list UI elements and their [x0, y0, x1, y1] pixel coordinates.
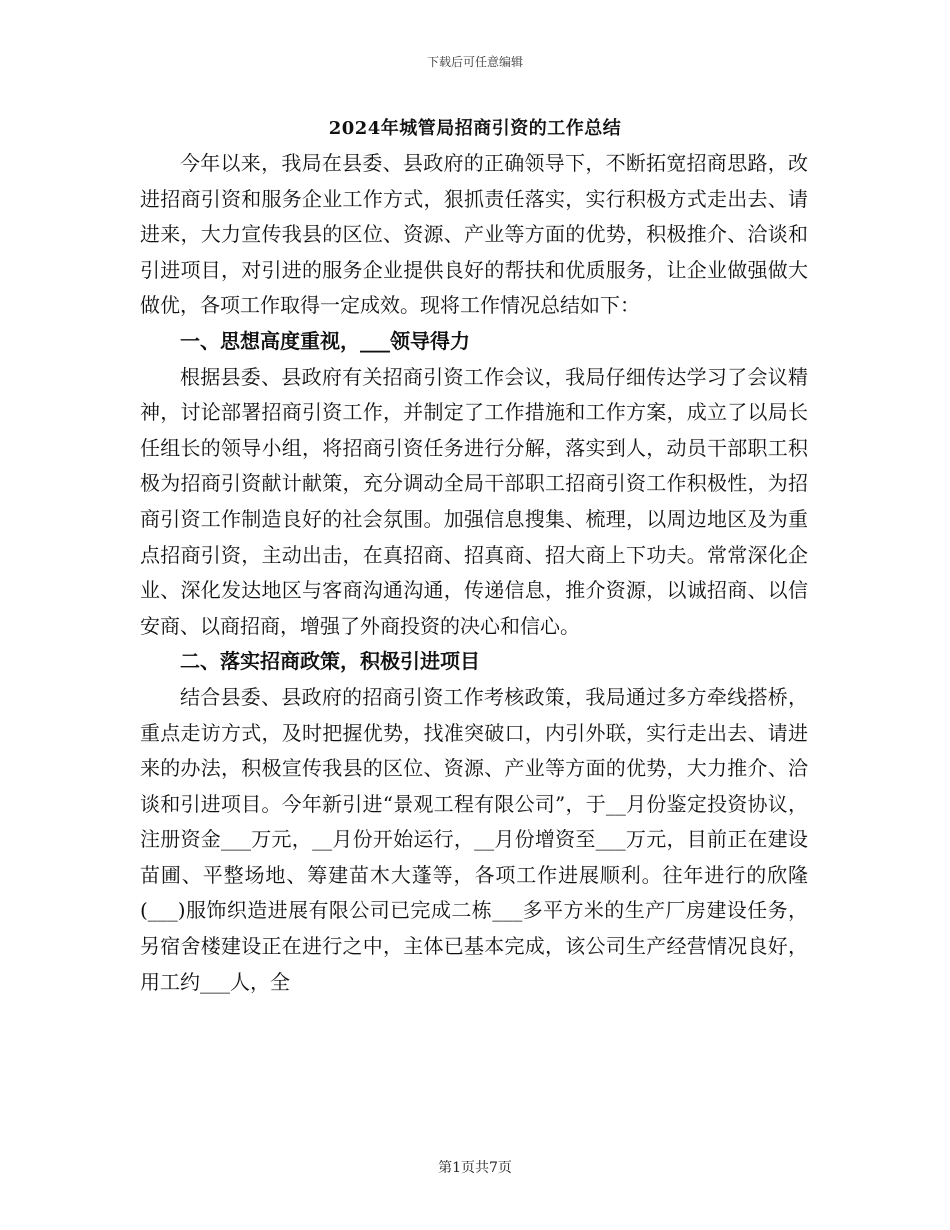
intro-paragraph: 今年以来，我局在县委、县政府的正确领导下，不断拓宽招商思路，改进招商引资和服务企业工作方式，狠抓责任落实，实行积极方式走出去、请进来，大力宣传我县的区位、资源、产业等方面的优势，积极推介、洽谈和引进项目，对引进的服务企业提供良好的帮扶和优质服务，让企业做强做大做优，各项工作取得一定成效。现将工作情况总结如下： [140, 151, 808, 318]
header-note: 下载后可任意编辑 [426, 55, 523, 69]
section-heading-1: 一、思想高度重视，___领导得力 [180, 328, 470, 353]
section-body-1: 根据县委、县政府有关招商引资工作会议，我局仔细传达学习了会议精神，讨论部署招商引资工作，并制定了工作措施和工作方案，成立了以局长任组长的领导小组，将招商引资任务进行分解，落实到人，动员干部职工积极为招商引资献计献策，充分调动全局干部职工招商引资工作积极性，为招商引资工作制造良好的社会氛围。加强信息搜集、梳理，以周边地区及为重点招商引资，主动出击，在真招商、招真商、招大商上下功夫。常常深化企业、深化发达地区与客商沟通沟通，传递信息，推介资源，以诚招商、以信安商、以商招商，增强了外商投资的决心和信心。 [140, 364, 808, 638]
section-heading-2: 二、落实招商政策，积极引进项目 [180, 649, 480, 674]
page-footer: 第1页共7页 [438, 1160, 512, 1176]
section-body-2: 结合县委、县政府的招商引资工作考核政策，我局通过多方牵线搭桥，重点走访方式，及时把握优势，找准突破口，内引外联，实行走出去、请进来的办法，积极宣传我县的区位、资源、产业等方面的优势，大力推介、洽谈和引进项目。今年新引进“景观工程有限公司”，于__月份鉴定投资协议，注册资金___万元，__月份开始运行，__月份增资至___万元，目前正在建设苗圃、平整场地、筹建苗木大蓬等，各项工作进展顺利。往年进行的欣隆(___)服饰织造进展有限公司已完成二栋___多平方米的生产厂房建设任务，另宿舍楼建设正在进行之中，主体已基本完成，该公司生产经营情况良好，用工约___人，全 [140, 684, 808, 994]
document-title: 2024年城管局招商引资的工作总结 [328, 118, 622, 139]
document-body [140, 146, 808, 1000]
